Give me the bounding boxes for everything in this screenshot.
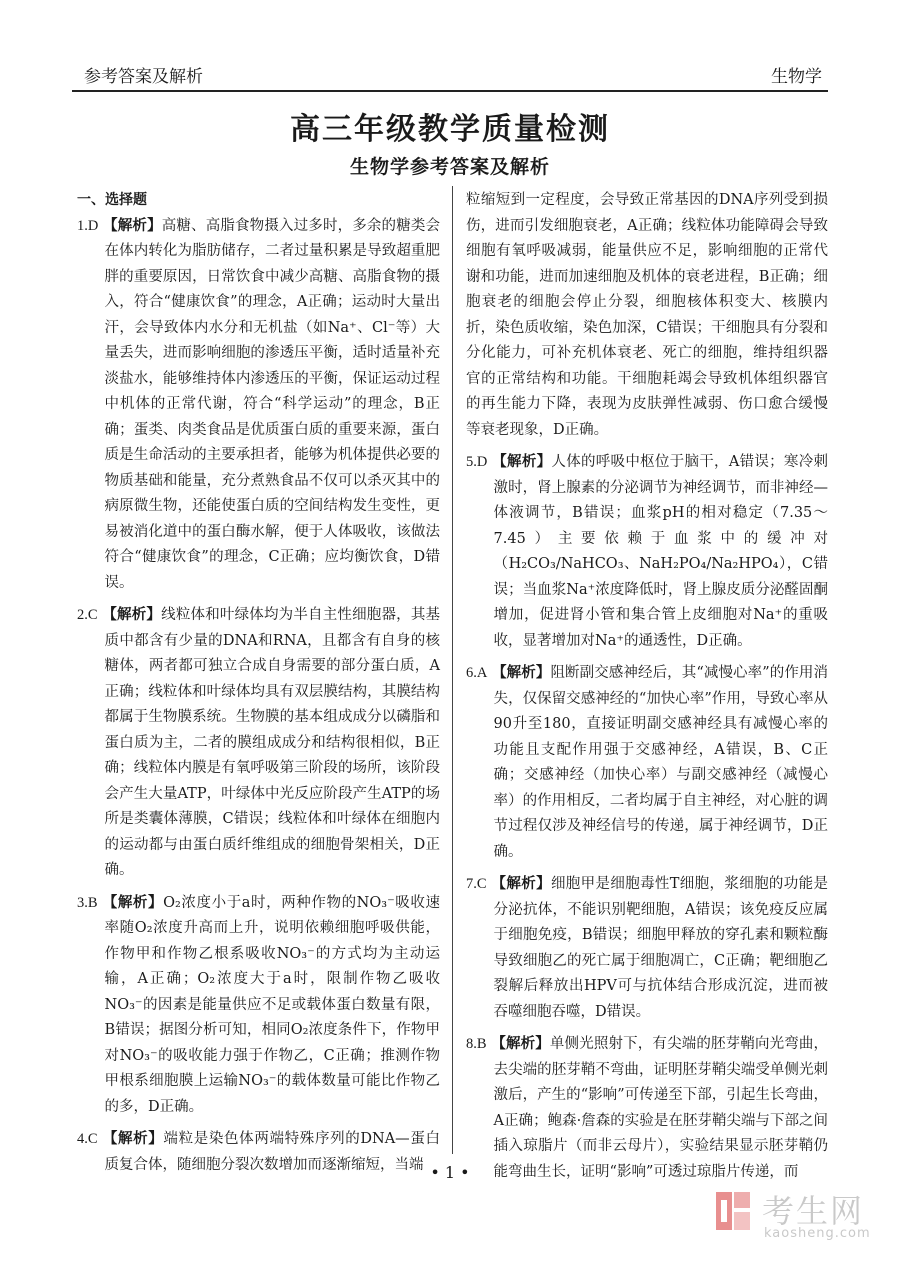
- header-subject-label: 生物学: [771, 67, 822, 87]
- answer-continuation: 粒缩短到一定程度，会导致正常基因的DNA序列受到损伤，进而引发细胞衰老，A正确；线粒体功能障碍会导致细胞有氧呼吸减弱，能量供应不足，影响细胞的正常代谢和功能，进而加速细胞及机体的衰老进程，B正确；细胞衰老的细胞会停止分裂，细胞核体积变大、核膜内折，染色质收缩，染色加深，C错误；干细胞具有分裂和分化能力，可补充机体衰老、死亡的细胞，维持组织器官的正常结构和功能。干细胞耗竭会导致机体组织器官的再生能力下降，表现为皮肤弹性减弱、伤口愈合缓慢等衰老现象，D正确。: [466, 192, 828, 438]
- answer-number: 7.C: [466, 876, 487, 892]
- answer-item: [77, 891, 440, 1121]
- answer-text: 端粒是染色体两端特殊序列的DNA—蛋白质复合体，随细胞分裂次数增加而逐渐缩短，当端: [104, 1131, 440, 1173]
- answer-number: 3.B: [77, 894, 98, 911]
- analysis-tag: 【解析】: [103, 217, 162, 234]
- answer-number: 1.D: [77, 217, 99, 234]
- watermark-text: 考生网: [762, 1192, 865, 1230]
- analysis-tag: 【解析】: [102, 607, 162, 623]
- answer-text: 阻断副交感神经后，其“减慢心率”的作用消失，仅保留交感神经的“加快心率”作用，导致心率从90升至180，直接证明副交感神经具有减慢心率的功能且支配作用强于交感神经，A错误，B、C正确；交感神经（加快心率）与副交感神经（减慢心率）的作用相反，二者均属于自主神经，对心脏的调节过程仅涉及神经信号的传递，属于神经调节，D正确。: [493, 665, 829, 860]
- answer-item: [466, 872, 828, 1025]
- watermark: [712, 1186, 872, 1246]
- analysis-tag: 【解析】: [491, 1036, 550, 1052]
- section-title: 一、选择题: [77, 192, 147, 208]
- right-column: [466, 188, 828, 1192]
- left-column: [77, 188, 440, 1185]
- answer-number: 8.B: [466, 1036, 487, 1052]
- watermark-url: kaosheng.com: [764, 1226, 871, 1241]
- page-title: 高三年级教学质量检测: [290, 112, 610, 147]
- page-subtitle: 生物学参考答案及解析: [349, 156, 550, 178]
- answer-item: [77, 603, 440, 884]
- answer-text: 细胞甲是细胞毒性T细胞，浆细胞的功能是分泌抗体，不能识别靶细胞，A错误；该免疫反应属于细胞免疫，B错误；细胞甲释放的穿孔素和颗粒酶导致细胞乙的死亡属于细胞凋亡，C正确；靶细胞乙裂解后释放出HPV可与抗体结合形成沉淀，进而被吞噬细胞吞噬，D错误。: [493, 876, 829, 1020]
- header-left-label: 参考答案及解析: [84, 67, 203, 87]
- answer-item: [466, 661, 828, 865]
- analysis-tag: 【解析】: [491, 876, 551, 892]
- answer-number: 4.C: [77, 1131, 98, 1147]
- watermark-logo-icon: [712, 1190, 754, 1232]
- answer-item: [77, 214, 440, 597]
- answer-text: 人体的呼吸中枢位于脑干，A错误；寒冷刺激时，肾上腺素的分泌调节为神经调节，而非神经—体液调节，B错误；血浆pH的相对稳定（7.35～7.45）主要依赖于血浆中的缓冲对（H₂CO₃/NaHCO₃、NaH₂PO₄/Na₂HPO₄），C错误；当血浆Na⁺浓度降低时，肾上腺皮质分泌醛固酮增加，促进肾小管和集合管上皮细胞对Na⁺的重吸收，显著增加对Na⁺的通透性，D正确。: [493, 454, 828, 649]
- answer-text: O₂浓度小于a时，两种作物的NO₃⁻吸收速率随O₂浓度升高而上升，说明依赖细胞呼吸供能，作物甲和作物乙根系吸收NO₃⁻的方式均为主动运输，A正确；O₂浓度大于a时，限制作物乙吸收NO₃⁻的因素是能量供应不足或载体蛋白数量有限，B错误；据图分析可知，相同O₂浓度条件下，作物甲对NO₃⁻的吸收能力强于作物乙，C正确；推测作物甲根系细胞膜上运输NO₃⁻的载体数量可能比作物乙的多，D正确。: [104, 894, 440, 1115]
- analysis-tag: 【解析】: [102, 894, 164, 911]
- answer-number: 5.D: [466, 454, 488, 470]
- header-rule: [72, 90, 828, 92]
- answer-item: [466, 450, 828, 654]
- page-header: [72, 50, 828, 90]
- answer-text: 线粒体和叶绿体均为半自主性细胞器，其基质中都含有少量的DNA和RNA，且都含有自身的核糖体，两者都可独立合成自身需要的部分蛋白质，A正确；线粒体和叶绿体均具有双层膜结构，其膜结构都属于生物膜系统。生物膜的基本组成成分以磷脂和蛋白质为主，二者的膜组成成分和结构很相似，B正确；线粒体内膜是有氧呼吸第三阶段的场所，该阶段会产生大量ATP，叶绿体中光反应阶段产生ATP的场所是类囊体薄膜，C错误；线粒体和叶绿体在细胞内的运动都与由蛋白质纤维组成的细胞骨架相关，D正确。: [104, 607, 441, 878]
- page-number: • 1 •: [430, 1163, 470, 1182]
- answer-number: 2.C: [77, 607, 98, 623]
- analysis-tag: 【解析】: [492, 454, 552, 470]
- answer-number: 6.A: [466, 665, 488, 681]
- analysis-tag: 【解析】: [492, 665, 551, 681]
- analysis-tag: 【解析】: [102, 1131, 164, 1147]
- answer-text: 单侧光照射下，有尖端的胚芽鞘向光弯曲，去尖端的胚芽鞘不弯曲，证明胚芽鞘尖端受单侧光刺激后，产生的“影响”可传递至下部，引起生长弯曲，A正确；鲍森·詹森的实验是在胚芽鞘尖端与下部之间插入琼脂片（而非云母片），实验结果显示胚芽鞘仍能弯曲生长，证明“影响”可透过琼脂片传递，而: [493, 1036, 829, 1180]
- answer-text: 高糖、高脂食物摄入过多时，多余的糖类会在体内转化为脂肪储存，二者过量积累是导致超重肥胖的重要原因，日常饮食中减少高糖、高脂食物的摄入，符合“健康饮食”的理念，A正确；运动时大量出汗，会导致体内水分和无机盐（如Na⁺、Cl⁻等）大量丢失，进而影响细胞的渗透压平衡，适时适量补充淡盐水，能够维持体内渗透压的平衡，保证运动过程中机体的正常代谢，符合“科学运动”的理念，B正确；蛋类、肉类食品是优质蛋白质的重要来源，蛋白质是生命活动的主要承担者，能够为机体提供必要的物质基础和能量，充分煮熟食品不仅可以杀灭其中的病原微生物，还能使蛋白质的空间结构发生变性，更易被消化道中的蛋白酶水解，便于人体吸收，该做法符合“健康饮食”的理念，C正确；应均衡饮食，D错误。: [104, 217, 441, 591]
- column-divider: [452, 186, 453, 1154]
